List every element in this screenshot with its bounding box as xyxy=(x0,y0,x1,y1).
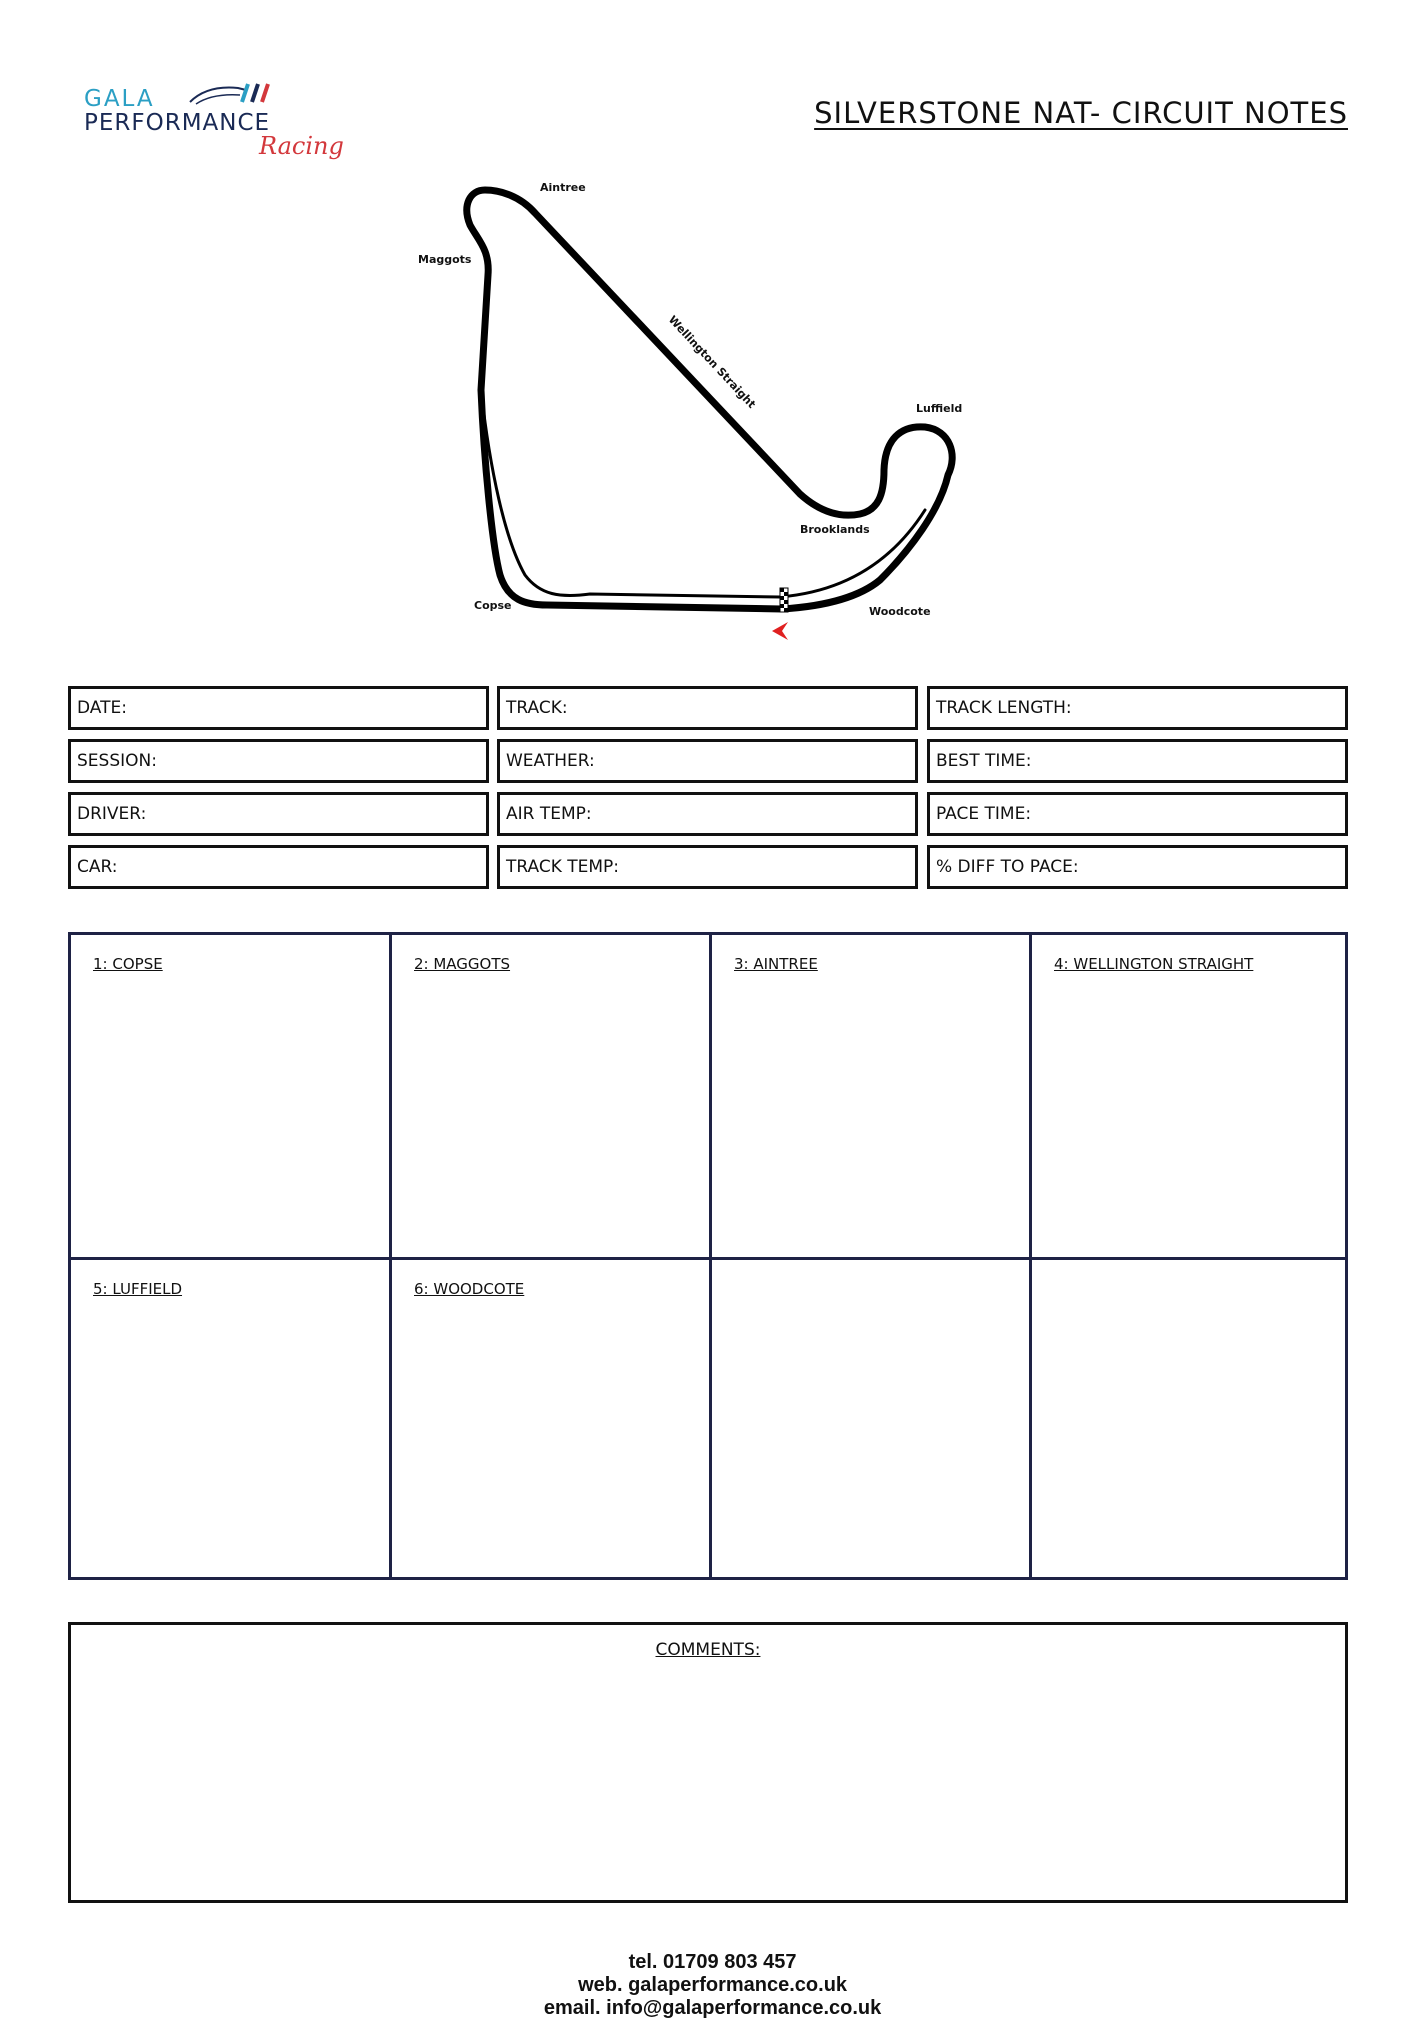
corner-label-maggots: Maggots xyxy=(418,253,472,266)
track-length-field[interactable] xyxy=(927,686,1348,730)
logo-racing-text: Racing xyxy=(259,132,344,160)
corner-label-woodcote: Woodcote xyxy=(869,605,931,618)
corner-label-brooklands: Brooklands xyxy=(800,523,870,536)
field-label: DATE: xyxy=(77,698,127,718)
footer-email: email. info@galaperformance.co.uk xyxy=(543,1997,882,2019)
field-label: TRACK: xyxy=(506,698,568,718)
field-label: TRACK TEMP: xyxy=(506,857,620,877)
note-cell-label: 5: LUFFIELD xyxy=(93,1280,183,1298)
note-cell-label: 6: WOODCOTE xyxy=(414,1280,525,1298)
corner-notes-grid xyxy=(68,932,1348,1580)
air-temp-field[interactable] xyxy=(497,792,918,836)
track-temp-field[interactable] xyxy=(497,845,918,889)
corner-label-aintree: Aintree xyxy=(540,181,586,194)
best-time-field[interactable] xyxy=(927,739,1348,783)
page-title: SILVERSTONE NAT- CIRCUIT NOTES xyxy=(814,96,1348,130)
field-label: PACE TIME: xyxy=(936,804,1032,824)
track-outline xyxy=(467,190,952,609)
company-logo xyxy=(84,78,354,168)
field-label: WEATHER: xyxy=(506,751,595,771)
note-cell-blank-8[interactable] xyxy=(1032,1260,1345,1577)
car-logo-icon xyxy=(188,80,278,108)
comments-label: COMMENTS: xyxy=(655,1640,761,1660)
note-cell-blank-7[interactable] xyxy=(712,1260,1029,1577)
diff-to-pace-field[interactable] xyxy=(927,845,1348,889)
note-cell-woodcote[interactable] xyxy=(392,1260,709,1577)
field-label: TRACK LENGTH: xyxy=(936,698,1072,718)
footer-contact xyxy=(0,1928,1414,2020)
circuit-map xyxy=(400,170,1000,650)
note-cell-maggots[interactable] xyxy=(392,935,709,1257)
pace-time-field[interactable] xyxy=(927,792,1348,836)
session-field[interactable] xyxy=(68,739,489,783)
national-circuit-path xyxy=(467,190,952,609)
field-label: AIR TEMP: xyxy=(506,804,592,824)
corner-label-wellington-straight: Wellington Straight xyxy=(665,313,759,411)
field-label: CAR: xyxy=(77,857,118,877)
footer-web: web. galaperformance.co.uk xyxy=(578,1974,848,1996)
corner-label-copse: Copse xyxy=(474,599,512,612)
note-cell-label: 1: COPSE xyxy=(93,955,163,973)
corner-label-luffield: Luffield xyxy=(916,402,963,415)
footer-tel: tel. 01709 803 457 xyxy=(628,1951,797,1973)
date-field[interactable] xyxy=(68,686,489,730)
driver-field[interactable] xyxy=(68,792,489,836)
note-cell-label: 3: AINTREE xyxy=(734,955,818,973)
note-cell-wellington-straight[interactable] xyxy=(1032,935,1345,1257)
track-field[interactable] xyxy=(497,686,918,730)
logo-performance-text: PERFORMANCE xyxy=(84,110,271,136)
field-label: BEST TIME: xyxy=(936,751,1032,771)
weather-field[interactable] xyxy=(497,739,918,783)
note-cell-label: 4: WELLINGTON STRAIGHT xyxy=(1054,955,1254,973)
comments-box[interactable] xyxy=(68,1622,1348,1903)
field-label: DRIVER: xyxy=(77,804,147,824)
note-cell-luffield[interactable] xyxy=(71,1260,389,1577)
note-cell-aintree[interactable] xyxy=(712,935,1029,1257)
note-cell-copse[interactable] xyxy=(71,935,389,1257)
note-cell-label: 2: MAGGOTS xyxy=(414,955,511,973)
logo-gala-text: GALA xyxy=(84,86,155,112)
car-field[interactable] xyxy=(68,845,489,889)
field-label: SESSION: xyxy=(77,751,157,771)
start-finish-flag xyxy=(780,588,788,612)
inner-loop-path xyxy=(481,390,925,597)
field-label: % DIFF TO PACE: xyxy=(936,857,1079,877)
start-arrow-icon xyxy=(772,622,788,640)
